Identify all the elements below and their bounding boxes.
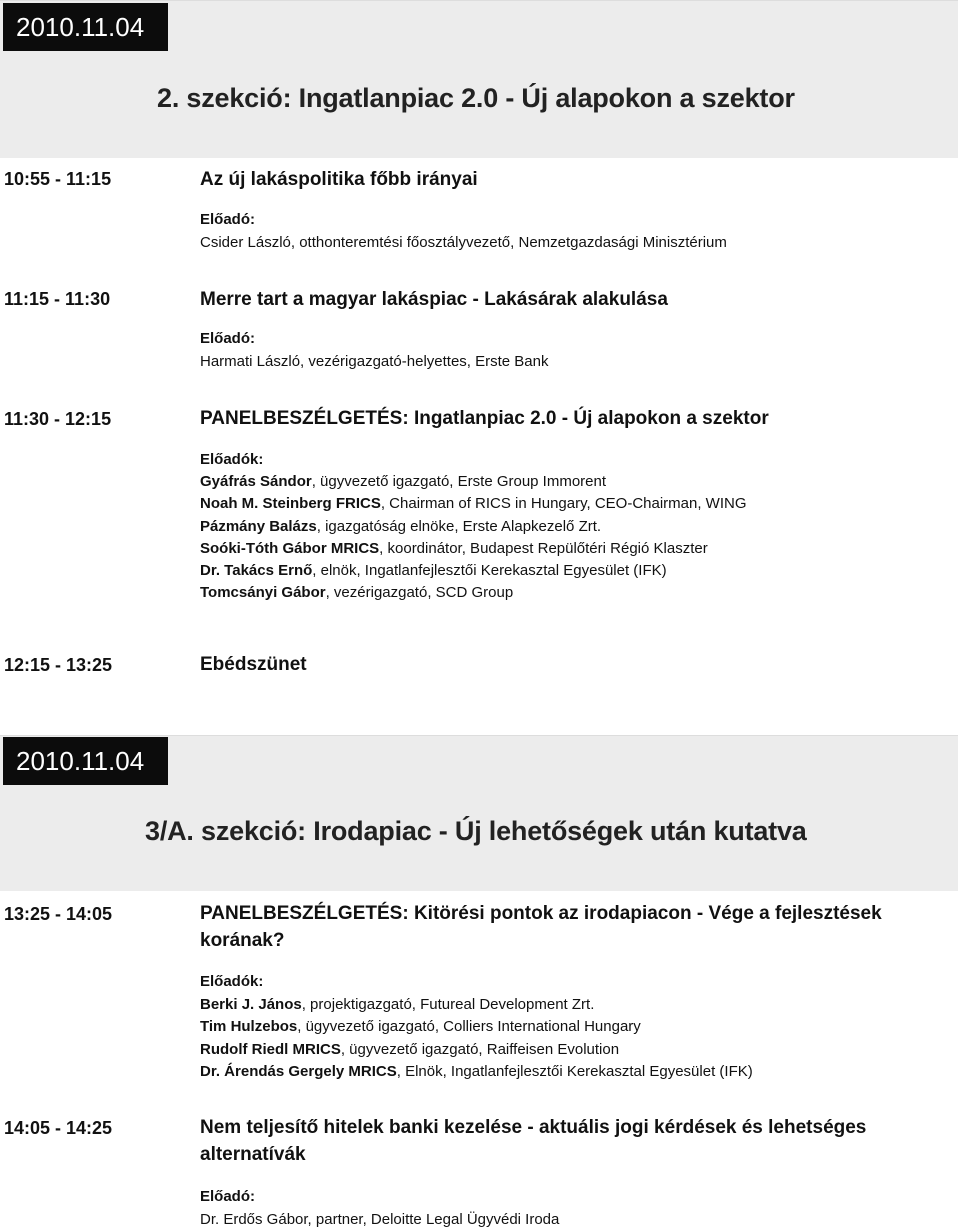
speaker-role: , Elnök, Ingatlanfejlesztői Kerekasztal Egyesület (IFK) — [396, 1062, 753, 1080]
speaker-list — [200, 471, 952, 605]
speaker-list — [200, 994, 952, 1083]
session-date: 2010.11.04 — [3, 3, 168, 51]
speaker-label: Előadó: — [200, 1188, 255, 1205]
time-slot: 12:15 - 13:25 — [4, 655, 113, 675]
speaker-list — [200, 351, 952, 373]
speaker-name: Tim Hulzebos — [200, 1018, 298, 1036]
speaker-entry — [200, 1016, 952, 1038]
speaker-label: Előadók: — [200, 973, 264, 990]
time-slot: 13:25 - 14:05 — [4, 904, 113, 924]
speaker-entry — [200, 582, 952, 604]
talk-title: PANELBESZÉLGETÉS: Ingatlanpiac 2.0 - Új alapokon a szektor — [200, 408, 769, 429]
session-title: 2. szekció: Ingatlanpiac 2.0 - Új alapokon a szektor — [157, 83, 795, 113]
speaker-role: , ügyvezető igazgató, Raiffeisen Evolution — [340, 1040, 620, 1058]
time-slot: 11:30 - 12:15 — [4, 409, 112, 429]
speaker-name: Rudolf Riedl MRICS — [200, 1040, 341, 1058]
speaker-entry — [200, 1039, 952, 1061]
speaker-name: Soóki-Tóth Gábor MRICS — [200, 539, 380, 557]
speaker-role: , vezérigazgató, SCD Group — [325, 584, 514, 602]
speaker-role: , elnök, Ingatlanfejlesztői Kerekasztal Egyesület (IFK) — [312, 562, 667, 580]
speaker-role: , koordinátor, Budapest Repülőtéri Régió Klaszter — [379, 539, 708, 557]
speaker-role: Csider László, otthonteremtési főosztályvezető, Nemzetgazdasági Minisztérium — [200, 234, 727, 251]
speaker-list — [200, 1209, 952, 1231]
speaker-entry — [200, 232, 952, 254]
speaker-entry — [200, 1061, 952, 1083]
time-slot: 10:55 - 11:15 — [4, 169, 112, 189]
speaker-name: Pázmány Balázs — [200, 517, 317, 535]
session-title: 3/A. szekció: Irodapiac - Új lehetőségek után kutatva — [145, 816, 807, 846]
speaker-role: , ügyvezető igazgató, Colliers International Hungary — [297, 1018, 641, 1036]
time-slot: 11:15 - 11:30 — [4, 289, 111, 309]
speaker-label: Előadók: — [200, 451, 264, 468]
speaker-entry — [200, 994, 952, 1016]
speaker-entry — [200, 1209, 952, 1231]
speaker-entry — [200, 538, 952, 560]
speaker-name: Gyáfrás Sándor — [200, 473, 312, 490]
speaker-entry — [200, 516, 952, 538]
speaker-role: Dr. Erdős Gábor, partner, Deloitte Legal Ügyvédi Iroda — [200, 1211, 560, 1228]
speaker-label: Előadó: — [200, 211, 255, 228]
speaker-role: , Chairman of RICS in Hungary, CEO-Chairman, WING — [380, 495, 747, 513]
talk-title: PANELBESZÉLGETÉS: Kitörési pontok az irodapiacon - Vége a fejlesztések korának? — [200, 903, 882, 951]
session-date: 2010.11.04 — [3, 737, 168, 785]
time-slot: 14:05 - 14:25 — [4, 1118, 113, 1138]
talk-title: Az új lakáspolitika főbb irányai — [200, 169, 478, 190]
speaker-label: Előadó: — [200, 330, 255, 347]
speaker-list — [200, 232, 952, 254]
speaker-entry — [200, 351, 952, 373]
speaker-name: Tomcsányi Gábor — [200, 584, 326, 602]
speaker-entry — [200, 493, 952, 515]
talk-title: Nem teljesítő hitelek banki kezelése - aktuális jogi kérdések és lehetséges alternatívák — [200, 1117, 867, 1165]
speaker-role: , projektigazgató, Futureal Development Zrt. — [301, 996, 595, 1013]
talk-title: Merre tart a magyar lakáspiac - Lakásárak alakulása — [200, 289, 668, 310]
speaker-role: , ügyvezető igazgató, Erste Group Immorent — [311, 473, 607, 490]
speaker-name: Dr. Árendás Gergely MRICS — [200, 1062, 397, 1080]
speaker-name: Berki J. János — [200, 996, 302, 1013]
talk-title: Ebédszünet — [200, 654, 307, 675]
speaker-name: Dr. Takács Ernő — [200, 562, 313, 580]
speaker-role: Harmati László, vezérigazgató-helyettes, Erste Bank — [200, 353, 549, 370]
speaker-entry — [200, 560, 952, 582]
speaker-entry — [200, 471, 952, 493]
speaker-role: , igazgatóság elnöke, Erste Alapkezelő Zrt. — [316, 517, 602, 535]
speaker-name: Noah M. Steinberg FRICS — [200, 495, 381, 513]
